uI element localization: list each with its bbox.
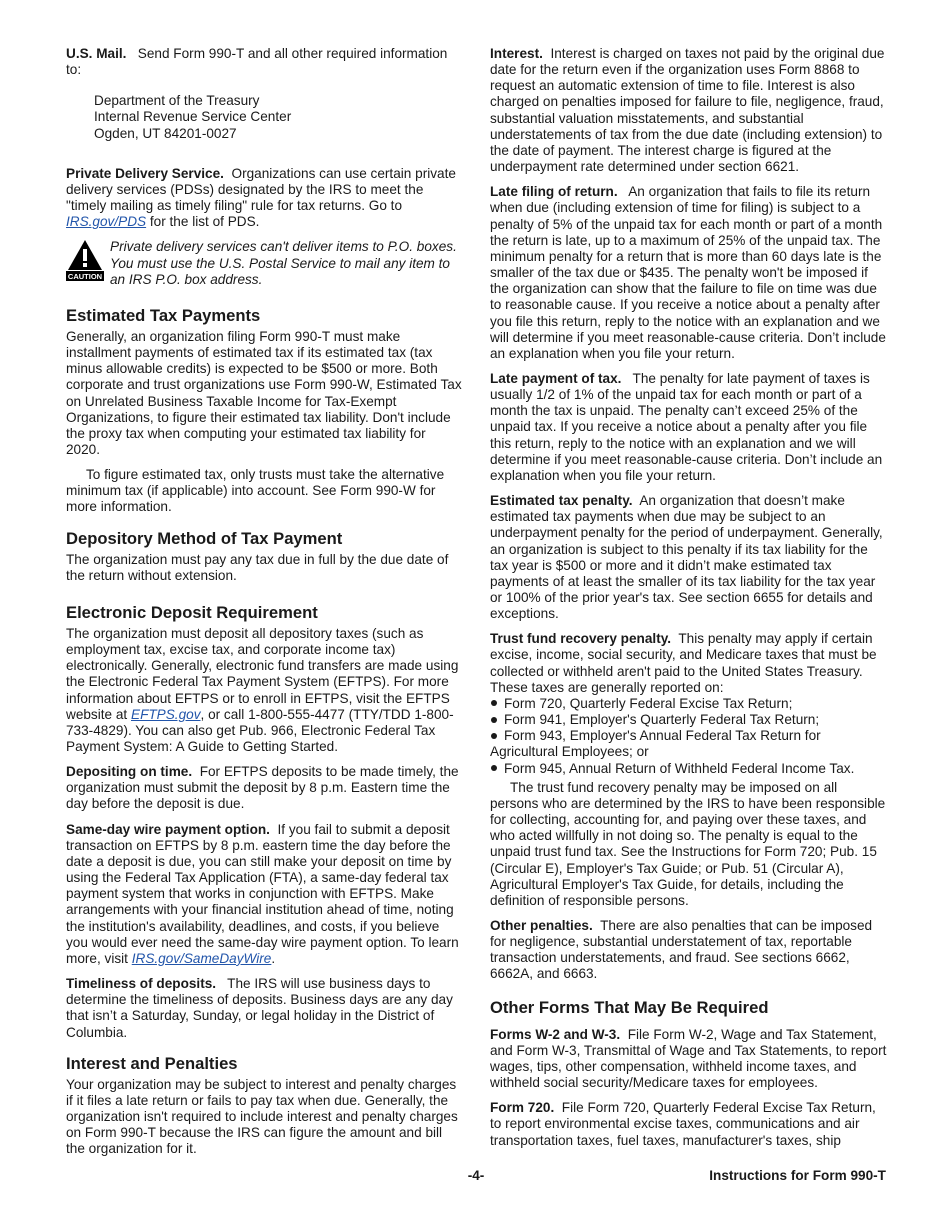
list-item [490, 712, 888, 728]
eftps-link[interactable]: EFTPS.gov [131, 706, 201, 722]
trust-fund-title: Trust fund recovery penalty. [490, 631, 672, 647]
same-day-wire-paragraph [66, 822, 462, 967]
late-filing-text: An organization that fails to file its return when due (including extension of time for filing) is subject to a penalty of 5% of the unpaid tax for each month or part of a month the return is late, up to a maximum of 25% of the unpaid tax. The minimum penalty for a return that is more than 60 days late is the smaller of the tax due or $435. The penalty won't be imposed if the organization can show that the failure to file on time was due to reasonable cause. If you receive a notice about a penalty after you file this return, reply to the notice with an explanation and we will determine if you meet reasonable-cause criteria. Don’t include an explanation when you file your return. [490, 184, 886, 361]
timeliness-paragraph [66, 976, 462, 1041]
pds-text: Organizations can use certain private delivery services (PDSs) designated by the IRS to meet the "timely mailing as timely filing" rule for tax returns. Go to [66, 165, 456, 214]
timeliness-title: Timeliness of deposits. [66, 976, 217, 992]
caution-label: CAUTION [67, 272, 103, 282]
electronic-deposit-heading: Electronic Deposit Requirement [66, 602, 318, 622]
interest-penalties-paragraph: Your organization may be subject to interest and penalty charges if it files a late return or fails to pay tax when due. Generally, the organization isn't required to include interest and penalty charges on Form 990-T because the IRS can figure the amount and bill the organization for it. [66, 1076, 458, 1157]
trust-fund-paragraph-2: The trust fund recovery penalty may be imposed on all persons who are determined by the IRS to have been responsible for collecting, accounting for, and paying over these taxes, and who acted willfully in not doing so. The penalty is equal to the unpaid trust fund tax. See the Instructions for Form 720; Pub. 15 (Circular E), Employer's Tax Guide; or Pub. 51 (Circular A), Agricultural Employer's Tax Guide, for details, including the definition of responsible persons. [490, 779, 886, 908]
late-filing-paragraph [490, 184, 888, 362]
depository-paragraph: The organization must pay any tax due in full by the due date of the return without extension. [66, 551, 449, 583]
bullet-icon [491, 733, 497, 739]
address-line: Department of the Treasury [94, 93, 260, 109]
left-column [66, 46, 462, 1157]
w2-w3-title: Forms W-2 and W-3. [490, 1026, 621, 1042]
interest-penalties-heading: Interest and Penalties [66, 1053, 238, 1073]
other-penalties-paragraph [490, 918, 888, 983]
list-item-text: Form 720, Quarterly Federal Excise Tax Return; [504, 695, 793, 711]
same-day-wire-link[interactable]: IRS.gov/SameDayWire [131, 950, 272, 966]
mailing-address [94, 93, 462, 141]
late-payment-title: Late payment of tax. [490, 370, 622, 386]
timeliness-text: The IRS will use business days to determine the timeliness of deposits. Business days are any day that isn’t a Saturday, Sunday, or legal holiday in the District of Columbia. [66, 976, 453, 1040]
interest-title: Interest. [490, 46, 543, 61]
trust-fund-text: This penalty may apply if certain excise, income, social security, and Medicare taxes that must be collected or withheld aren't paid to the United States Treasury. These taxes are generally reported on: [490, 631, 877, 695]
caution-text: Private delivery services can't deliver items to P.O. boxes. You must use the U.S. Postal Service to mail any item to an IRS P.O. box address. [110, 239, 457, 287]
same-day-wire-title: Same-day wire payment option. [66, 821, 270, 837]
document-title: Instructions for Form 990-T [709, 1168, 886, 1183]
form-720-title: Form 720. [490, 1100, 555, 1116]
list-item-text: Form 941, Employer's Quarterly Federal Tax Return; [504, 712, 820, 728]
other-penalties-title: Other penalties. [490, 917, 593, 933]
us-mail-title: U.S. Mail. [66, 46, 127, 61]
caution-note [66, 239, 462, 287]
form-720-text: File Form 720, Quarterly Federal Excise Tax Return, to report environmental excise taxes, communications and air transportation taxes, fuel taxes, manufacturer's taxes, ship [490, 1100, 876, 1148]
bullet-icon [491, 765, 497, 771]
list-item [490, 761, 888, 777]
list-item-text: Form 945, Annual Return of Withheld Federal Income Tax. [504, 760, 855, 776]
w2-w3-text: File Form W-2, Wage and Tax Statement, and Form W-3, Transmittal of Wage and Tax Statements, to report wages, tips, other compensation, withheld income taxes, and withheld social security/Medicare taxes for employees. [490, 1026, 887, 1091]
depositing-on-time-text: For EFTPS deposits to be made timely, the organization must submit the deposit by 8 p.m. Eastern time the day before the deposit is due. [66, 764, 459, 812]
electronic-deposit-text-end: , or call 1-800-555-4477 (TTY/TDD 1-800-733-4829). You can also get Pub. 966, Electronic Federal Tax Payment System: A Guide to Getting Started. [66, 706, 454, 754]
interest-text: Interest is charged on taxes not paid by the original due date for the return even if the organization uses Form 8868 to request an automatic extension of time to file. Interest is also charged on penalties imposed for failure to file, negligence, fraud, substantial valuation misstatements, and substantial understatements of tax from the due date (including extension) to the date of payment. The interest charge is figured at the underpayment rate determined under section 6621. [490, 46, 885, 175]
estimated-penalty-paragraph [490, 493, 888, 622]
list-item [490, 696, 888, 712]
late-filing-title: Late filing of return. [490, 184, 618, 200]
page-footer [66, 1168, 886, 1188]
list-item-text: Form 943, Employer's Annual Federal Tax Return for Agricultural Employees; or [490, 728, 821, 760]
us-mail-paragraph [66, 46, 462, 78]
us-mail-text: Send Form 990-T and all other required information to: [66, 46, 448, 78]
depositing-on-time-paragraph [66, 764, 462, 812]
bullet-icon [491, 717, 497, 723]
interest-paragraph [490, 46, 888, 175]
bullet-icon [491, 700, 497, 706]
w2-w3-paragraph [490, 1027, 888, 1092]
estimated-tax-paragraph-2: To figure estimated tax, only trusts must take the alternative minimum tax (if applicable) into account. See Form 990-W for more information. [66, 467, 445, 515]
depository-heading: Depository Method of Tax Payment [66, 528, 343, 548]
right-column [490, 46, 888, 1149]
other-forms-heading: Other Forms That May Be Required [490, 997, 769, 1017]
estimated-tax-heading: Estimated Tax Payments [66, 305, 261, 325]
page-number: -4- [467, 1168, 485, 1183]
electronic-deposit-text: The organization must deposit all depository taxes (such as employment tax, excise tax, and corporate income tax) electronically. Generally, electronic fund transfers are made using the Electronic Federal Tax Payment System (EFTPS). For more information about EFTPS or to enroll in EFTPS, visit the EFTPS website at [66, 625, 459, 722]
estimated-penalty-text: An organization that doesn’t make estimated tax payments when due may be subject to an underpayment penalty for the period of underpayment. Generally, an organization is subject to this penalty if its tax liability for the tax year is $500 or more and it didn’t make estimated tax payments of at least the smaller of its tax liability for the tax year or 100% of the prior year's tax. See section 6655 for details and exceptions. [490, 493, 883, 622]
same-day-wire-text: If you fail to submit a deposit transaction on EFTPS by 8 p.m. eastern time the day before the date a deposit is due, you can still make your deposit on time by using the Federal Tax Application (FTA), a same-day federal tax payment system that works in conjunction with EFTPS. Make arrangements with your financial institution ahead of time, noting the institution's availability, deadlines, and costs, if you believe you would ever need the same-day wire payment option. To learn more, visit [66, 821, 459, 966]
late-payment-text: The penalty for late payment of taxes is usually 1/2 of 1% of the unpaid tax for each month or part of a month the tax is unpaid. The penalty can’t exceed 25% of the unpaid tax. If you receive a notice about a penalty after you file this return, reply to the notice with an explanation and we will determine if you meet reasonable-cause criteria. Don’t include an explanation when you file your return. [490, 370, 883, 483]
address-line: Ogden, UT 84201-0027 [94, 125, 237, 141]
caution-icon [66, 239, 110, 287]
estimated-penalty-title: Estimated tax penalty. [490, 493, 633, 509]
pds-paragraph [66, 166, 462, 231]
other-penalties-text: There are also penalties that can be imposed for negligence, substantial understatement of tax, reportable transaction understatements, and fraud. See sections 6662, 6662A, and 6663. [490, 917, 873, 982]
list-item [490, 728, 888, 760]
electronic-deposit-paragraph [66, 626, 462, 755]
pds-text-end: for the list of PDS. [149, 214, 260, 230]
tax-forms-list [490, 696, 888, 777]
sentence-period: . [271, 950, 276, 966]
pds-title: Private Delivery Service. [66, 165, 224, 181]
trust-fund-paragraph [490, 631, 888, 696]
late-payment-paragraph [490, 371, 888, 484]
form-720-paragraph [490, 1100, 888, 1148]
depositing-on-time-title: Depositing on time. [66, 764, 193, 780]
address-line: Internal Revenue Service Center [94, 109, 292, 125]
estimated-tax-paragraph: Generally, an organization filing Form 990-T must make installment payments of estimated tax if its estimated tax (tax minus allowable credits) is expected to be $500 or more. Both corporate and trust organizations use Form 990-W, Estimated Tax on Unrelated Business Taxable Income for Tax-Exempt Organizations, to figure their estimated tax liability. Don't include the proxy tax when computing your estimated tax liability for 2020. [66, 328, 462, 457]
irs-pds-link[interactable]: IRS.gov/PDS [66, 214, 147, 230]
